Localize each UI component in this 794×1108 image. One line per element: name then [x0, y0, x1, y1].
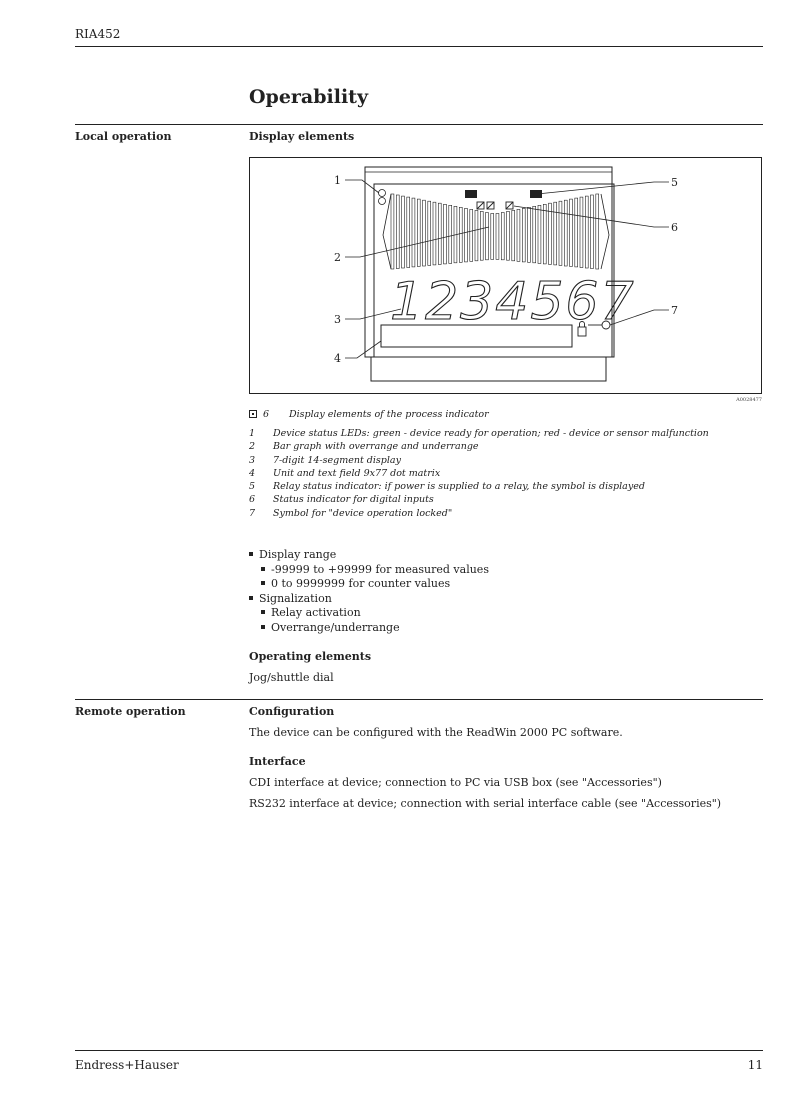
bar-segment [391, 194, 394, 269]
bar-segment [480, 211, 483, 260]
callout-number: 7 [671, 304, 678, 317]
bar-segment [543, 204, 546, 264]
bar-graph [391, 194, 599, 269]
legend-row [249, 481, 709, 494]
legend-text: Unit and text field 9x77 dot matrix [273, 467, 441, 479]
bar-segment [559, 201, 562, 265]
legend-number: 7 [249, 507, 256, 519]
section-title: Operability [249, 86, 369, 108]
bullet-item: Signalization [249, 592, 489, 607]
legend-number: 5 [249, 481, 256, 493]
legend-number: 1 [249, 428, 256, 439]
feature-bullets [249, 548, 489, 635]
figure-caption [249, 409, 489, 420]
remote-operation-label: Remote operation [75, 705, 186, 718]
bar-segment [486, 213, 489, 260]
digital-input-indicators [477, 202, 513, 209]
figure-icon [249, 410, 257, 418]
bullet-item: Display range [249, 548, 489, 563]
legend-text: 7-digit 14-segment display [273, 454, 401, 466]
relay-indicator-1 [465, 190, 477, 198]
header-rule [75, 46, 763, 47]
callout-number: 6 [671, 221, 678, 234]
bar-segment [528, 207, 531, 262]
legend-text: Status indicator for digital inputs [273, 494, 434, 506]
bar-segment [533, 206, 536, 262]
led-red [379, 198, 386, 205]
callout-number: 3 [334, 313, 341, 326]
local-operation-label: Local operation [75, 130, 172, 143]
document-id: RIA452 [75, 27, 121, 41]
bar-segment [417, 199, 420, 266]
bar-segment [465, 208, 468, 262]
interface-line: CDI interface at device; connection to PC via USB box (see "Accessories") [249, 776, 662, 789]
bar-segment [491, 214, 494, 260]
caption-text: Display elements of the process indicator [289, 409, 489, 420]
bar-segment [433, 202, 436, 265]
seven-segment-digits: 1234567 [390, 272, 636, 332]
page-number: 11 [747, 1058, 763, 1072]
bullet-subitem: Relay activation [249, 606, 489, 621]
bar-segment [575, 198, 578, 267]
configuration-text: The device can be configured with the ReadWin 2000 PC software. [249, 726, 623, 739]
figure-legend [249, 428, 709, 521]
legend-number: 4 [249, 467, 256, 479]
bar-segment [428, 201, 431, 265]
callout-number: 2 [334, 251, 341, 264]
legend-text: Bar graph with overrange and underrange [273, 441, 479, 453]
legend-row [249, 508, 709, 521]
bar-segment [444, 204, 447, 264]
bullet-subitem: 0 to 9999999 for counter values [249, 577, 489, 592]
interface-line: RS232 interface at device; connection with serial interface cable (see "Accessories") [249, 797, 722, 810]
legend-row [249, 468, 709, 481]
bar-segment [517, 209, 520, 261]
legend-text: Relay status indicator: if power is supplied to a relay, the symbol is displayed [273, 481, 645, 493]
bar-segment [402, 196, 405, 268]
bar-segment [512, 210, 515, 260]
bar-segment [449, 205, 452, 263]
bar-segment [496, 214, 499, 260]
led-green [379, 190, 386, 197]
bar-segment [580, 197, 583, 267]
legend-text: Symbol for "device operation locked" [273, 507, 453, 519]
display-drawing [249, 157, 762, 394]
bar-segment [570, 199, 573, 266]
bar-segment [475, 210, 478, 260]
footer-company: Endress+Hauser [75, 1058, 179, 1072]
operating-elements-text: Jog/shuttle dial [249, 671, 334, 684]
bar-segment [438, 203, 441, 264]
callout-number: 4 [334, 352, 341, 365]
bar-segment [554, 202, 557, 265]
footer-rule [75, 1050, 763, 1051]
callout-number: 5 [671, 176, 678, 189]
configuration-heading: Configuration [249, 705, 335, 718]
legend-row [249, 441, 709, 454]
bar-segment [412, 198, 415, 267]
section-rule [75, 124, 763, 125]
display-figure [249, 157, 762, 394]
bar-segment [585, 196, 588, 268]
bar-segment [423, 200, 426, 266]
bar-segment [501, 213, 504, 260]
bar-segment [507, 211, 510, 260]
legend-number: 6 [249, 494, 256, 506]
legend-number: 2 [249, 441, 256, 453]
legend-row [249, 428, 709, 441]
legend-number: 3 [249, 454, 256, 466]
display-elements-heading: Display elements [249, 130, 355, 143]
legend-row [249, 455, 709, 468]
bar-segment [522, 208, 525, 262]
bar-segment [407, 197, 410, 267]
bar-segment [549, 203, 552, 264]
bullet-subitem: Overrange/underrange [249, 621, 489, 636]
bar-segment [596, 194, 599, 269]
bullet-subitem: -99999 to +99999 for measured values [249, 563, 489, 578]
remote-section-rule [75, 699, 763, 700]
bar-segment [591, 195, 594, 269]
figure-code: A0028477 [736, 397, 762, 403]
operating-elements-heading: Operating elements [249, 650, 372, 663]
bar-segment [538, 205, 541, 263]
legend-row [249, 494, 709, 507]
bar-segment [470, 209, 473, 261]
legend-text: Device status LEDs: green - device ready for operation; red - device or sensor malfunction [273, 428, 709, 439]
bar-segment [459, 207, 462, 262]
caption-number: 6 [263, 409, 270, 420]
bar-segment [564, 200, 567, 266]
interface-heading: Interface [249, 755, 306, 768]
callout-number: 1 [334, 174, 341, 187]
bar-segment [396, 195, 399, 269]
